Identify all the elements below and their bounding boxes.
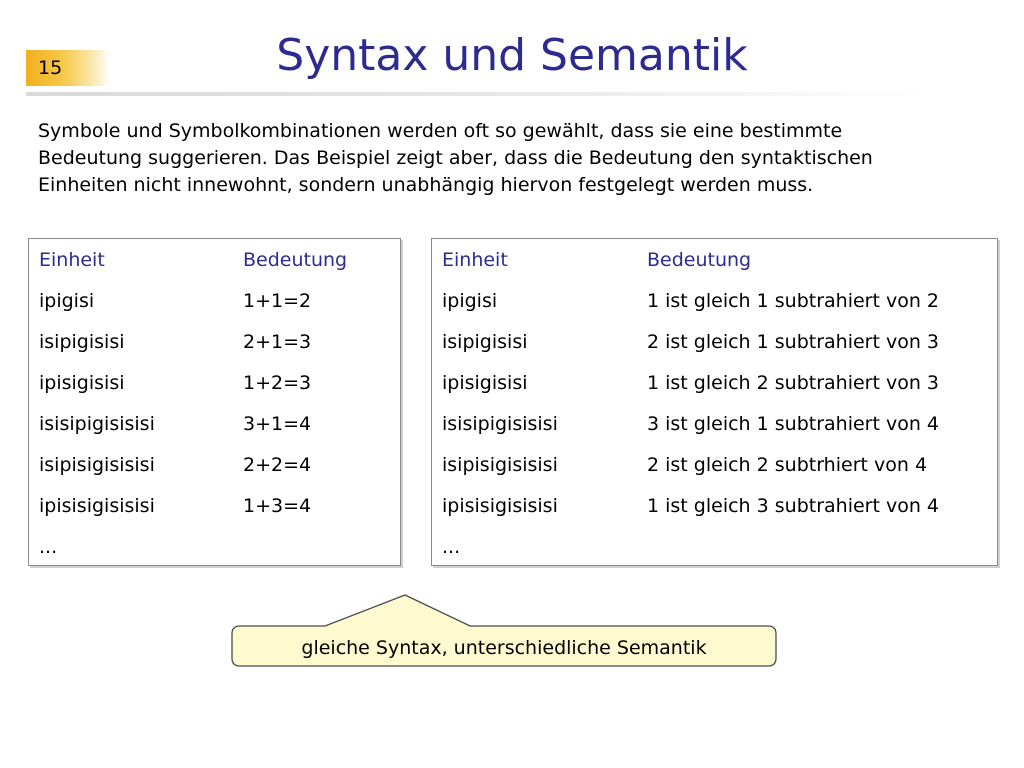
unit-cell: ipigisi xyxy=(442,290,498,312)
unit-cell: isipisigisisisi xyxy=(39,454,155,476)
meaning-cell: 1 ist gleich 2 subtrahiert von 3 xyxy=(647,372,940,394)
intro-line: Symbole und Symbolkombinationen werden oft so gewählt, dass sie eine bestimmte xyxy=(38,120,843,142)
column-header-unit: Einheit xyxy=(442,249,508,271)
meaning-cell: 2+1=3 xyxy=(243,331,312,353)
conclusion-callout xyxy=(230,592,778,668)
intro-line: Bedeutung suggerieren. Das Beispiel zeigt aber, dass die Bedeutung den syntaktischen xyxy=(38,147,873,169)
unit-cell: ipisisigisisisi xyxy=(39,495,155,517)
unit-cell: ipigisi xyxy=(39,290,95,312)
meaning-cell: 2 ist gleich 1 subtrahiert von 3 xyxy=(647,331,940,353)
meaning-cell: 1 ist gleich 3 subtrahiert von 4 xyxy=(647,495,940,517)
meaning-cell: 2 ist gleich 2 subtrhiert von 4 xyxy=(647,454,928,476)
unit-cell: ipisisigisisisi xyxy=(442,495,558,517)
unit-cell: ipisigisisi xyxy=(39,372,125,394)
meaning-cell: 3 ist gleich 1 subtrahiert von 4 xyxy=(647,413,940,435)
syntax-subtraction-table xyxy=(431,238,998,566)
unit-cell: isisipigisisisi xyxy=(442,413,558,435)
callout-text: gleiche Syntax, unterschiedliche Semantik xyxy=(301,637,707,659)
meaning-cell: 1+3=4 xyxy=(243,495,312,517)
page-number: 15 xyxy=(26,50,110,86)
page-title: Syntax und Semantik xyxy=(276,30,748,81)
meaning-cell: 1+2=3 xyxy=(243,372,312,394)
unit-cell: isipigisisi xyxy=(442,331,528,353)
intro-line: Einheiten nicht innewohnt, sondern unabhängig hiervon festgelegt werden muss. xyxy=(38,174,814,196)
unit-cell: isipigisisi xyxy=(39,331,125,353)
meaning-cell: 1+1=2 xyxy=(243,290,312,312)
unit-cell: ... xyxy=(39,536,58,558)
intro-paragraph xyxy=(38,118,938,199)
meaning-cell: 1 ist gleich 1 subtrahiert von 2 xyxy=(647,290,940,312)
column-header-unit: Einheit xyxy=(39,249,105,271)
title-divider xyxy=(26,92,926,96)
unit-cell: isipisigisisisi xyxy=(442,454,558,476)
meaning-cell: 3+1=4 xyxy=(243,413,312,435)
unit-cell: ipisigisisi xyxy=(442,372,528,394)
column-header-meaning: Bedeutung xyxy=(647,249,752,271)
syntax-arithmetic-table xyxy=(28,238,401,566)
unit-cell: isisipigisisisi xyxy=(39,413,155,435)
unit-cell: ... xyxy=(442,536,461,558)
meaning-cell: 2+2=4 xyxy=(243,454,312,476)
column-header-meaning: Bedeutung xyxy=(243,249,348,271)
